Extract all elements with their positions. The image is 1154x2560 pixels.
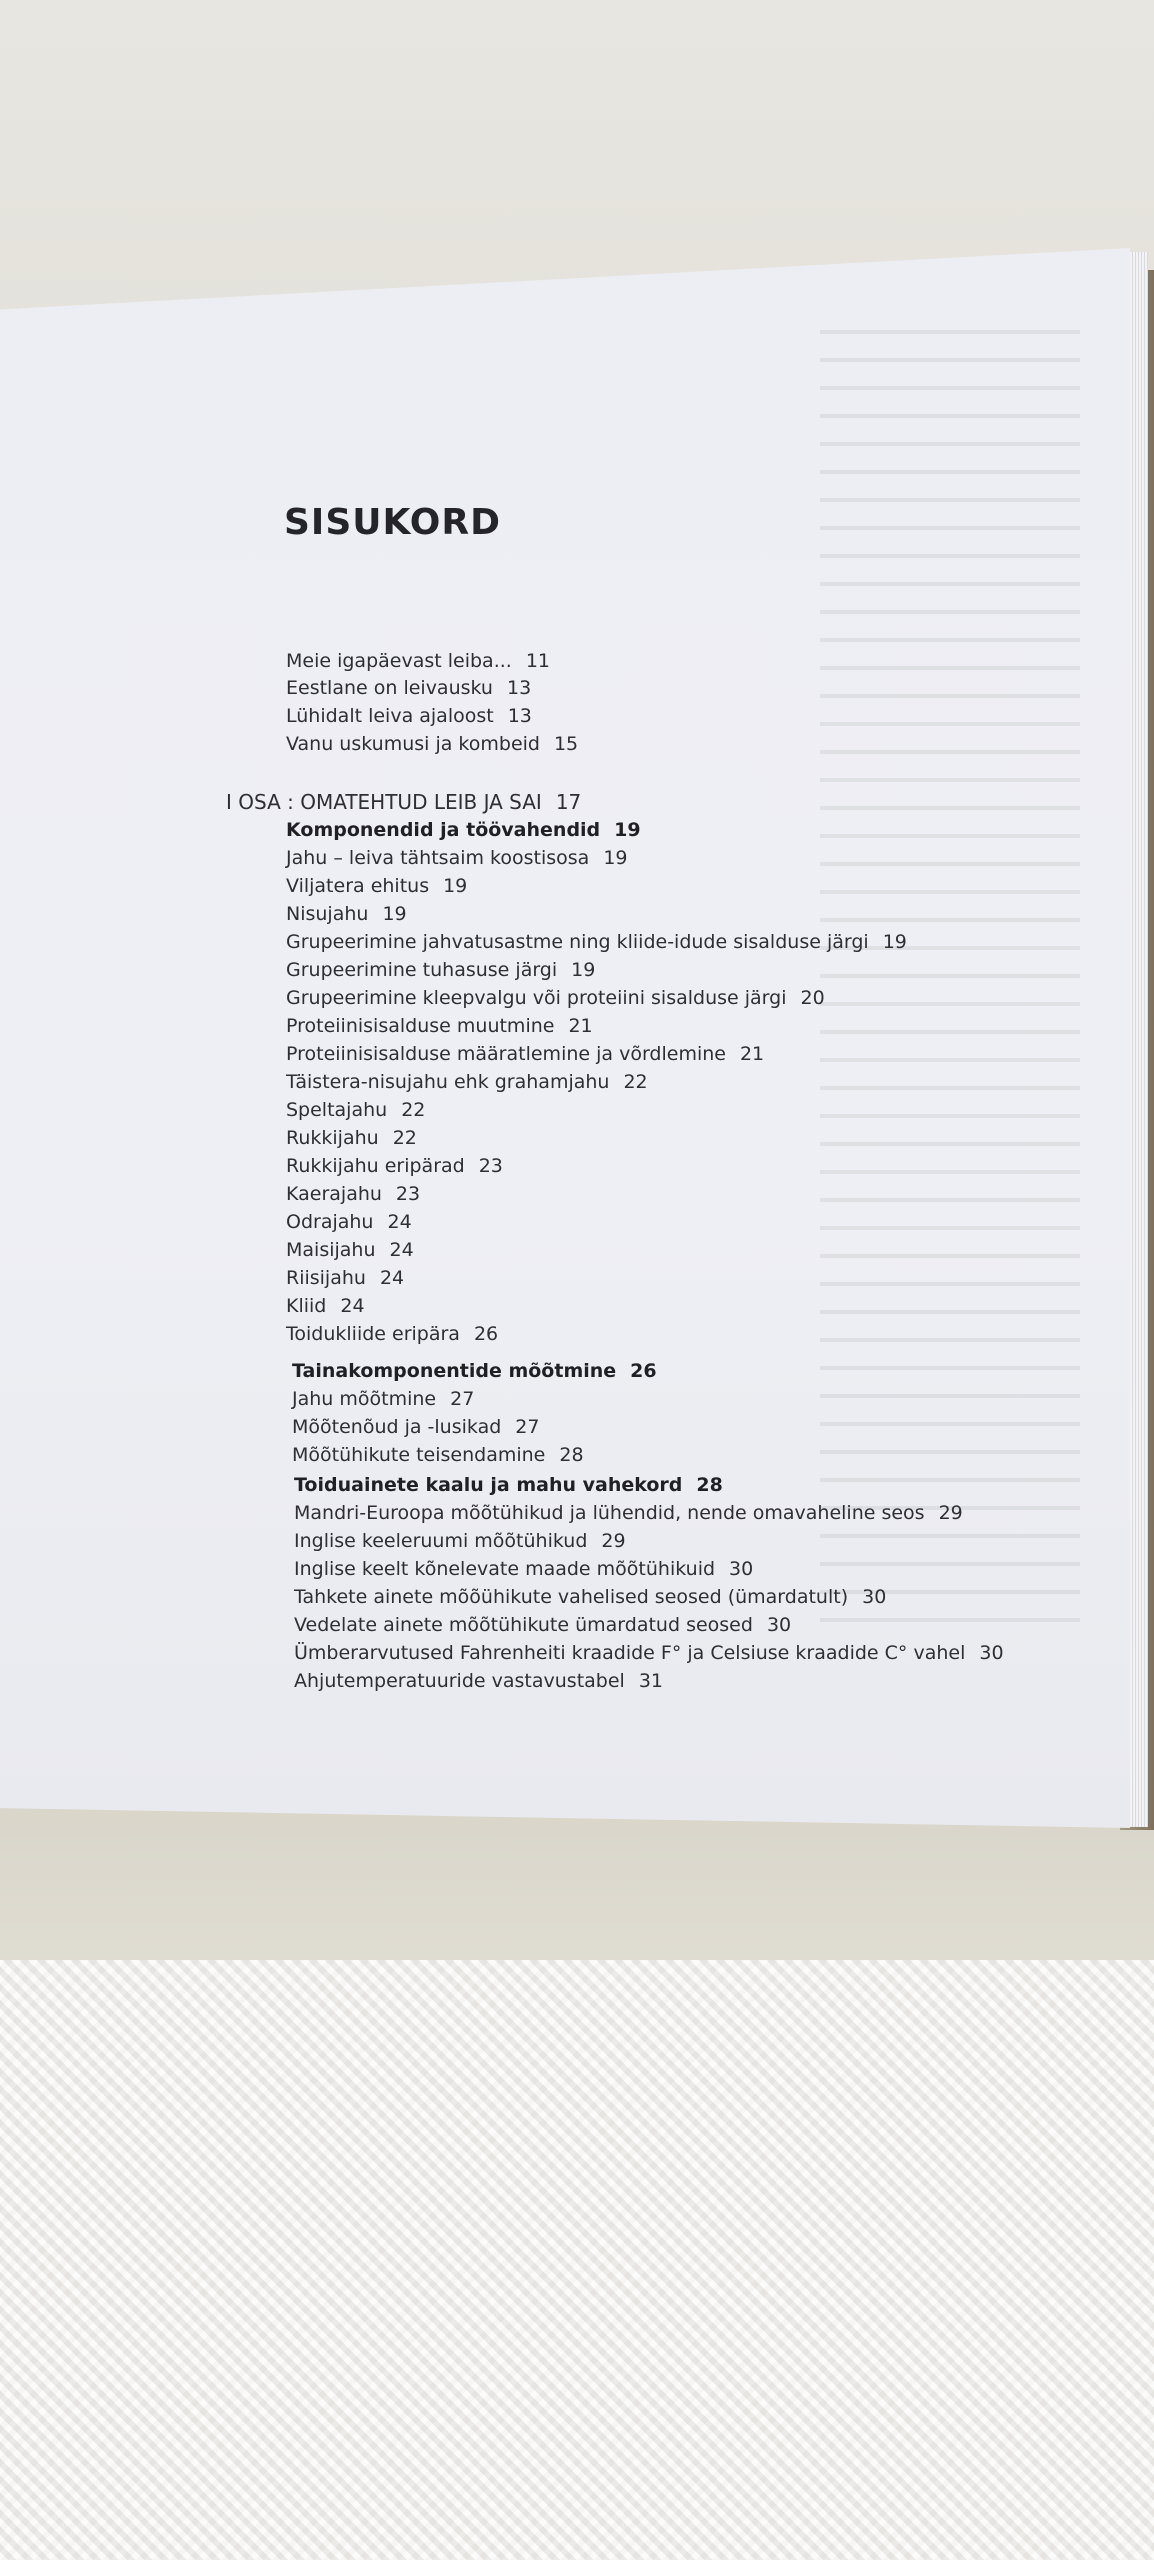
toc-entry: Toidukliide eripära 26: [286, 1323, 499, 1345]
toc-section-heading: Tainakomponentide mõõtmine 26: [292, 1360, 657, 1382]
toc-entry: Ümberarvutused Fahrenheiti kraadide F° ja Celsiuse kraadide C° vahel 30: [294, 1642, 1004, 1664]
toc-entry: Meie igapäevast leiba... 11: [286, 650, 550, 672]
toc-entry: Jahu – leiva tähtsaim koostisosa 19: [286, 847, 628, 869]
toc-entry: Odrajahu 24: [286, 1211, 412, 1233]
toc-entry: Rukkijahu 22: [286, 1127, 417, 1149]
toc-entry: Kliid 24: [286, 1295, 365, 1317]
toc-entry: Proteiinisisalduse muutmine 21: [286, 1015, 593, 1037]
page-title: SISUKORD: [284, 502, 501, 543]
toc-entry: Inglise keelt kõnelevate maade mõõtühikuid 30: [294, 1558, 754, 1580]
toc-entry: Grupeerimine jahvatusastme ning kliide-idude sisalduse järgi 19: [286, 931, 907, 953]
toc-part-heading: I OSA : OMATEHTUD LEIB JA SAI 17: [226, 790, 582, 814]
toc-entry: Jahu mõõtmine 27: [292, 1388, 475, 1410]
toc-entry: Ahjutemperatuuride vastavustabel 31: [294, 1670, 663, 1692]
toc-entry: Rukkijahu eripärad 23: [286, 1155, 503, 1177]
toc-entry: Mõõtühikute teisendamine 28: [292, 1444, 584, 1466]
toc-entry: Inglise keeleruumi mõõtühikud 29: [294, 1530, 626, 1552]
toc-entry: Mandri-Euroopa mõõtühikud ja lühendid, nende omavaheline seos 29: [294, 1502, 963, 1524]
toc-entry: Viljatera ehitus 19: [286, 875, 468, 897]
toc-section-heading: Komponendid ja töövahendid 19: [286, 819, 641, 841]
toc-entry: Eestlane on leivausku 13: [286, 677, 532, 699]
toc-entry: Tahkete ainete mõõühikute vahelised seosed (ümardatult) 30: [294, 1586, 887, 1608]
toc-entry: Grupeerimine tuhasuse järgi 19: [286, 959, 596, 981]
toc-entry: Kaerajahu 23: [286, 1183, 421, 1205]
toc-section-heading: Toiduainete kaalu ja mahu vahekord 28: [294, 1474, 723, 1496]
toc-entry: Maisijahu 24: [286, 1239, 414, 1261]
toc-entry: Lühidalt leiva ajaloost 13: [286, 705, 532, 727]
toc-entry: Grupeerimine kleepvalgu või proteiini sisalduse järgi 20: [286, 987, 825, 1009]
toc-entry: Vedelate ainete mõõtühikute ümardatud seosed 30: [294, 1614, 792, 1636]
toc-entry: Riisijahu 24: [286, 1267, 405, 1289]
toc-entry: Täistera-nisujahu ehk grahamjahu 22: [286, 1071, 648, 1093]
toc-entry: Vanu uskumusi ja kombeid 15: [286, 733, 579, 755]
toc-entry: Proteiinisisalduse määratlemine ja võrdlemine 21: [286, 1043, 765, 1065]
toc-entry: Nisujahu 19: [286, 903, 407, 925]
toc-entry: Speltajahu 22: [286, 1099, 426, 1121]
toc-entry: Mõõtenõud ja -lusikad 27: [292, 1416, 540, 1438]
